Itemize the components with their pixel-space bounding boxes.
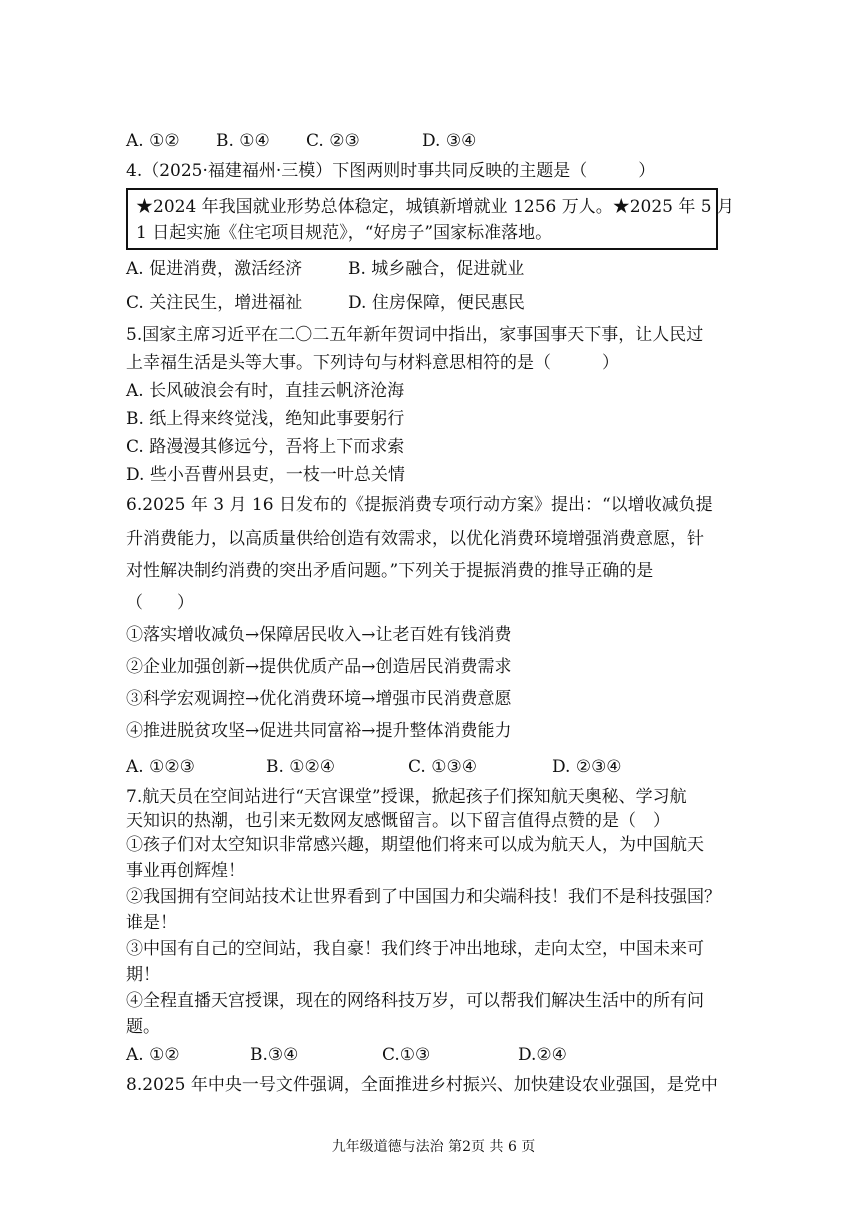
q7-statement-3-line2: 期！	[126, 965, 160, 985]
q6-statement-3: ③科学宏观调控→优化消费环境→增强市民消费意愿	[126, 689, 512, 709]
q7-stem-line1: 7.航天员在空间站进行“天宫课堂”授课，掀起孩子们探知航天奥秘、学习航	[126, 787, 687, 807]
q7-statement-4-line1: ④全程直播天宫授课，现在的网络科技万岁，可以帮我们解决生活中的所有问	[126, 991, 704, 1011]
q4-option-b: B. 城乡融合，促进就业	[348, 259, 525, 279]
q6-statement-4: ④推进脱贫攻坚→促进共同富裕→提升整体消费能力	[126, 721, 512, 741]
q6-option-d: D. ②③④	[552, 757, 622, 777]
q7-option-b: B.③④	[250, 1045, 299, 1065]
q6-statement-2: ②企业加强创新→提供优质产品→创造居民消费需求	[126, 657, 512, 677]
q4-material-line1: ★2024 年我国就业形势总体稳定，城镇新增就业 1256 万人。★2025 年 5 月	[136, 197, 735, 217]
q5-option-d: D. 些小吾曹州县吏，一枝一叶总关情	[126, 465, 405, 485]
q6-stem-line3: 对性解决制约消费的突出矛盾问题。”下列关于提振消费的推导正确的是	[126, 561, 654, 581]
q6-option-b: B. ①②④	[266, 757, 336, 777]
q4-material-box	[126, 188, 735, 250]
q6-option-c: C. ①③④	[408, 757, 477, 777]
q7-stem-line2: 天知识的热潮，也引来无数网友感慨留言。以下留言值得点赞的是（ ）	[126, 811, 670, 831]
page-footer: 九年级道德与法治 第2页 共 6 页	[331, 1139, 536, 1155]
q3-option-d: D. ③④	[422, 131, 477, 151]
q4-option-d: D. 住房保障，便民惠民	[348, 293, 525, 313]
q6-stem-line2: 升消费能力，以高质量供给创造有效需求，以优化消费环境增强消费意愿，针	[126, 529, 704, 549]
q6-option-a: A. ①②③	[126, 757, 195, 777]
q4-stem: 4.（2025·福建福州·三模）下图两则时事共同反映的主题是（ ）	[126, 161, 656, 181]
q8-stem-line1: 8.2025 年中央一号文件强调，全面推进乡村振兴、加快建设农业强国，是党中	[126, 1075, 718, 1095]
q5-stem-line1: 5.国家主席习近平在二〇二五年新年贺词中指出，家事国事天下事，让人民过	[126, 325, 704, 345]
q7-statement-4-line2: 题。	[126, 1017, 160, 1037]
q7-statement-3-line1: ③中国有自己的空间站，我自豪！我们终于冲出地球，走向太空，中国未来可	[126, 939, 704, 959]
q6-stem-line4: （ ）	[126, 593, 194, 613]
q7-statement-1-line1: ①孩子们对太空知识非常感兴趣，期望他们将来可以成为航天人，为中国航天	[126, 835, 704, 855]
q7-option-c: C.①③	[382, 1045, 431, 1065]
q3-option-a: A. ①②	[126, 131, 180, 151]
q6-statement-1: ①落实增收减负→保障居民收入→让老百姓有钱消费	[126, 625, 512, 645]
q7-statement-1-line2: 事业再创辉煌！	[126, 861, 245, 881]
q7-option-d: D.②④	[518, 1045, 567, 1065]
q5-option-a: A. 长风破浪会有时，直挂云帆济沧海	[126, 381, 405, 401]
q4-option-c: C. 关注民生，增进福祉	[126, 293, 303, 313]
q5-option-c: C. 路漫漫其修远兮，吾将上下而求索	[126, 437, 405, 457]
q4-option-a: A. 促进消费，激活经济	[126, 259, 303, 279]
q7-statement-2-line1: ②我国拥有空间站技术让世界看到了中国国力和尖端科技！我们不是科技强国？	[126, 887, 721, 907]
q3-option-b: B. ①④	[216, 131, 270, 151]
q6-stem-line1: 6.2025 年 3 月 16 日发布的《提振消费专项行动方案》提出：“以增收减负提	[126, 495, 713, 515]
q7-option-a: A. ①②	[126, 1045, 180, 1065]
q7-statement-2-line2: 谁是！	[126, 913, 177, 933]
q5-stem-line2: 上幸福生活是头等大事。下列诗句与材料意思相符的是（ ）	[126, 353, 619, 373]
q3-option-c: C. ②③	[306, 131, 360, 151]
q4-material-line2: 1 日起实施《住宅项目规范》，“好房子”国家标准落地。	[136, 223, 553, 243]
q5-option-b: B. 纸上得来终觉浅，绝知此事要躬行	[126, 409, 405, 429]
